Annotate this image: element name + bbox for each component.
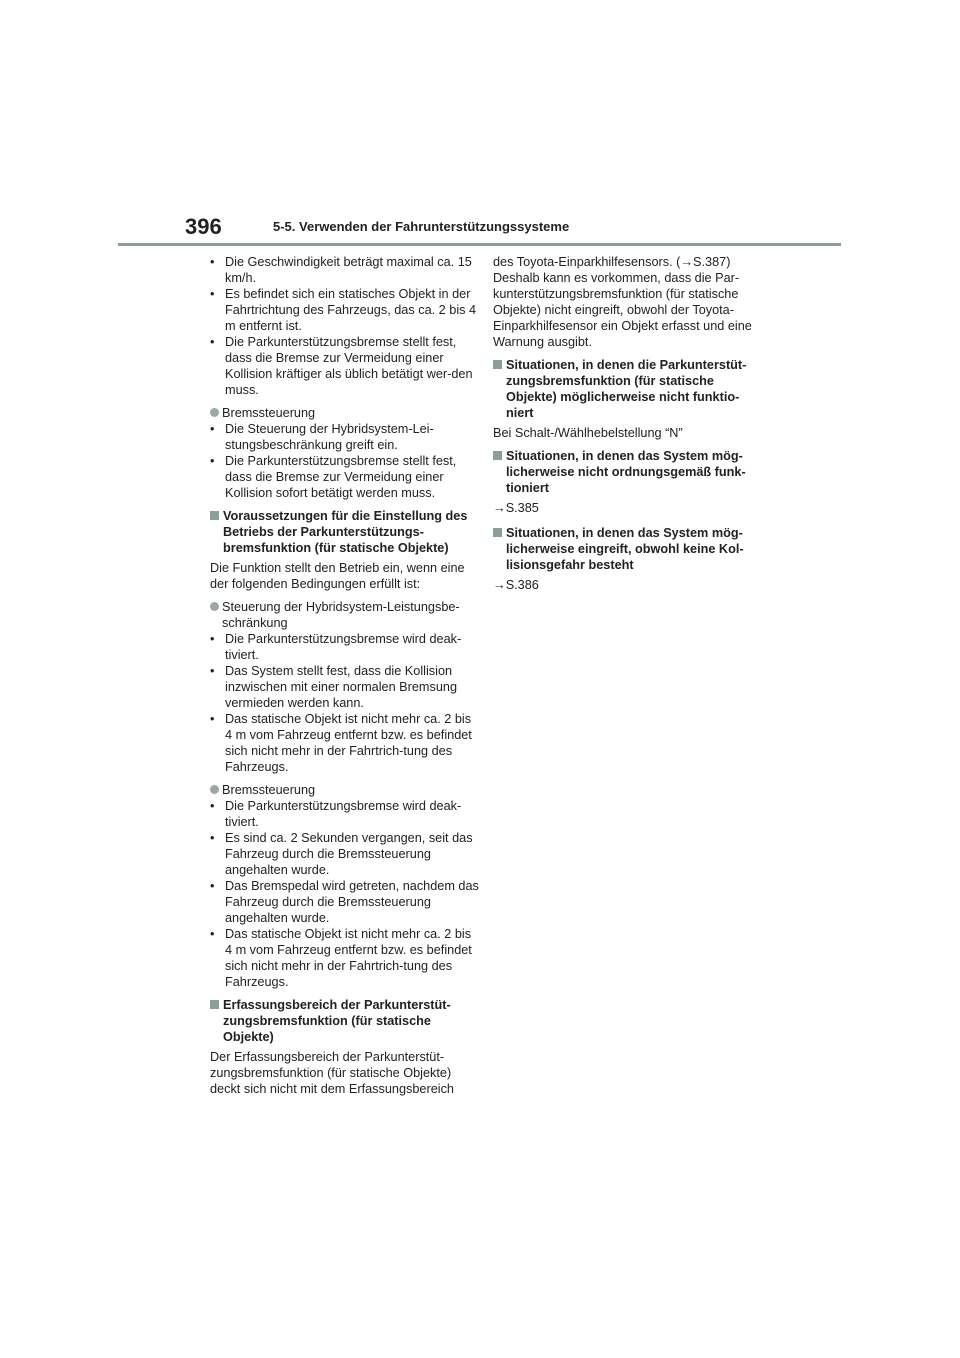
section-heading: Voraussetzungen für die Einstellung des Betriebs der Parkunterstützungs-bremsfunktion (für statische Objekte) [210,508,480,556]
left-column [210,254,480,1104]
header-rule [118,243,841,246]
page-number: 396 [185,214,222,239]
list-item: • Es sind ca. 2 Sekunden vergangen, seit das Fahrzeug durch die Bremssteuerung angehalten wurde. [210,830,480,878]
list-item: • Das Bremspedal wird getreten, nachdem das Fahrzeug durch die Bremssteuerung angehalten wurde. [210,878,480,926]
paragraph: Der Erfassungsbereich der Parkunterstüt-zungsbremsfunktion (für statische Objekte) deckt sich nicht mit dem Erfassungsbereich [210,1050,454,1096]
circle-bullet-icon [210,785,219,794]
bullet-list [210,631,480,775]
section-heading: Situationen, in denen die Parkunterstüt-zungsbremsfunktion (für statische Objekte) möglicherweise nicht funktio-niert [493,357,763,421]
right-column [493,254,763,602]
circle-subheading: Bremssteuerung [210,782,480,798]
paragraph: Bei Schalt-/Wählhebelstellung “N” [493,426,683,440]
paragraph: Die Funktion stellt den Betrieb ein, wenn eine der folgenden Bedingungen erfüllt ist: [210,561,465,591]
section-heading: Situationen, in denen das System mög-licherweise eingreift, obwohl keine Kol-lisionsgefahr besteht [493,525,763,573]
circle-bullet-icon [210,408,219,417]
circle-subheading: Steuerung der Hybridsystem-Leistungsbe-schränkung [210,599,480,631]
list-item: • Die Parkunterstützungsbremse stellt fest, dass die Bremse zur Vermeidung einer Kollision sofort betätigt werden muss. [210,453,480,501]
square-bullet-icon [493,451,502,460]
list-item: • Die Parkunterstützungsbremse wird deak-tiviert. [210,798,480,830]
bullet-list [210,798,480,990]
section-title: 5-5. Verwenden der Fahrunterstützungssysteme [273,219,570,234]
page-reference-link[interactable]: →S.386 [493,578,539,592]
square-bullet-icon [493,528,502,537]
section-heading: Situationen, in denen das System mög-licherweise nicht ordnungsgemäß funk-tioniert [493,448,763,496]
square-bullet-icon [210,1000,219,1009]
list-item: • Die Parkunterstützungsbremse stellt fest, dass die Bremse zur Vermeidung einer Kollision kräftiger als üblich betätigt wer-den muss. [210,334,480,398]
circle-subheading: Bremssteuerung [210,405,480,421]
bullet-list [210,254,480,398]
list-item: • Es befindet sich ein statisches Objekt in der Fahrtrichtung des Fahrzeugs, das ca. 2 bis 4 m entfernt ist. [210,286,480,334]
section-heading: Erfassungsbereich der Parkunterstüt-zungsbremsfunktion (für statische Objekte) [210,997,480,1045]
list-item: • Das statische Objekt ist nicht mehr ca. 2 bis 4 m vom Fahrzeug entfernt bzw. es befindet sich nicht mehr in der Fahrtrich-tung des Fahrzeugs. [210,926,480,990]
list-item: • Das System stellt fest, dass die Kollision inzwischen mit einer normalen Bremsung vermieden werden kann. [210,663,480,711]
paragraph: des Toyota-Einparkhilfesensors. (→S.387) Deshalb kann es vorkommen, dass die Par-kunterstützungsbremsfunktion (für statische Objekte) nicht eingreift, obwohl der Toyota-Einparkhilfesensor ein Objekt erfasst und eine Warnung ausgibt. [493,255,752,349]
list-item: • Die Steuerung der Hybridsystem-Lei-stungsbeschränkung greift ein. [210,421,480,453]
page-reference-link[interactable]: →S.385 [493,501,539,515]
list-item: • Das statische Objekt ist nicht mehr ca. 2 bis 4 m vom Fahrzeug entfernt bzw. es befindet sich nicht mehr in der Fahrtrich-tung des Fahrzeugs. [210,711,480,775]
list-item: • Die Parkunterstützungsbremse wird deak-tiviert. [210,631,480,663]
list-item: • Die Geschwindigkeit beträgt maximal ca. 15 km/h. [210,254,480,286]
bullet-list [210,421,480,501]
square-bullet-icon [493,360,502,369]
square-bullet-icon [210,511,219,520]
circle-bullet-icon [210,602,219,611]
